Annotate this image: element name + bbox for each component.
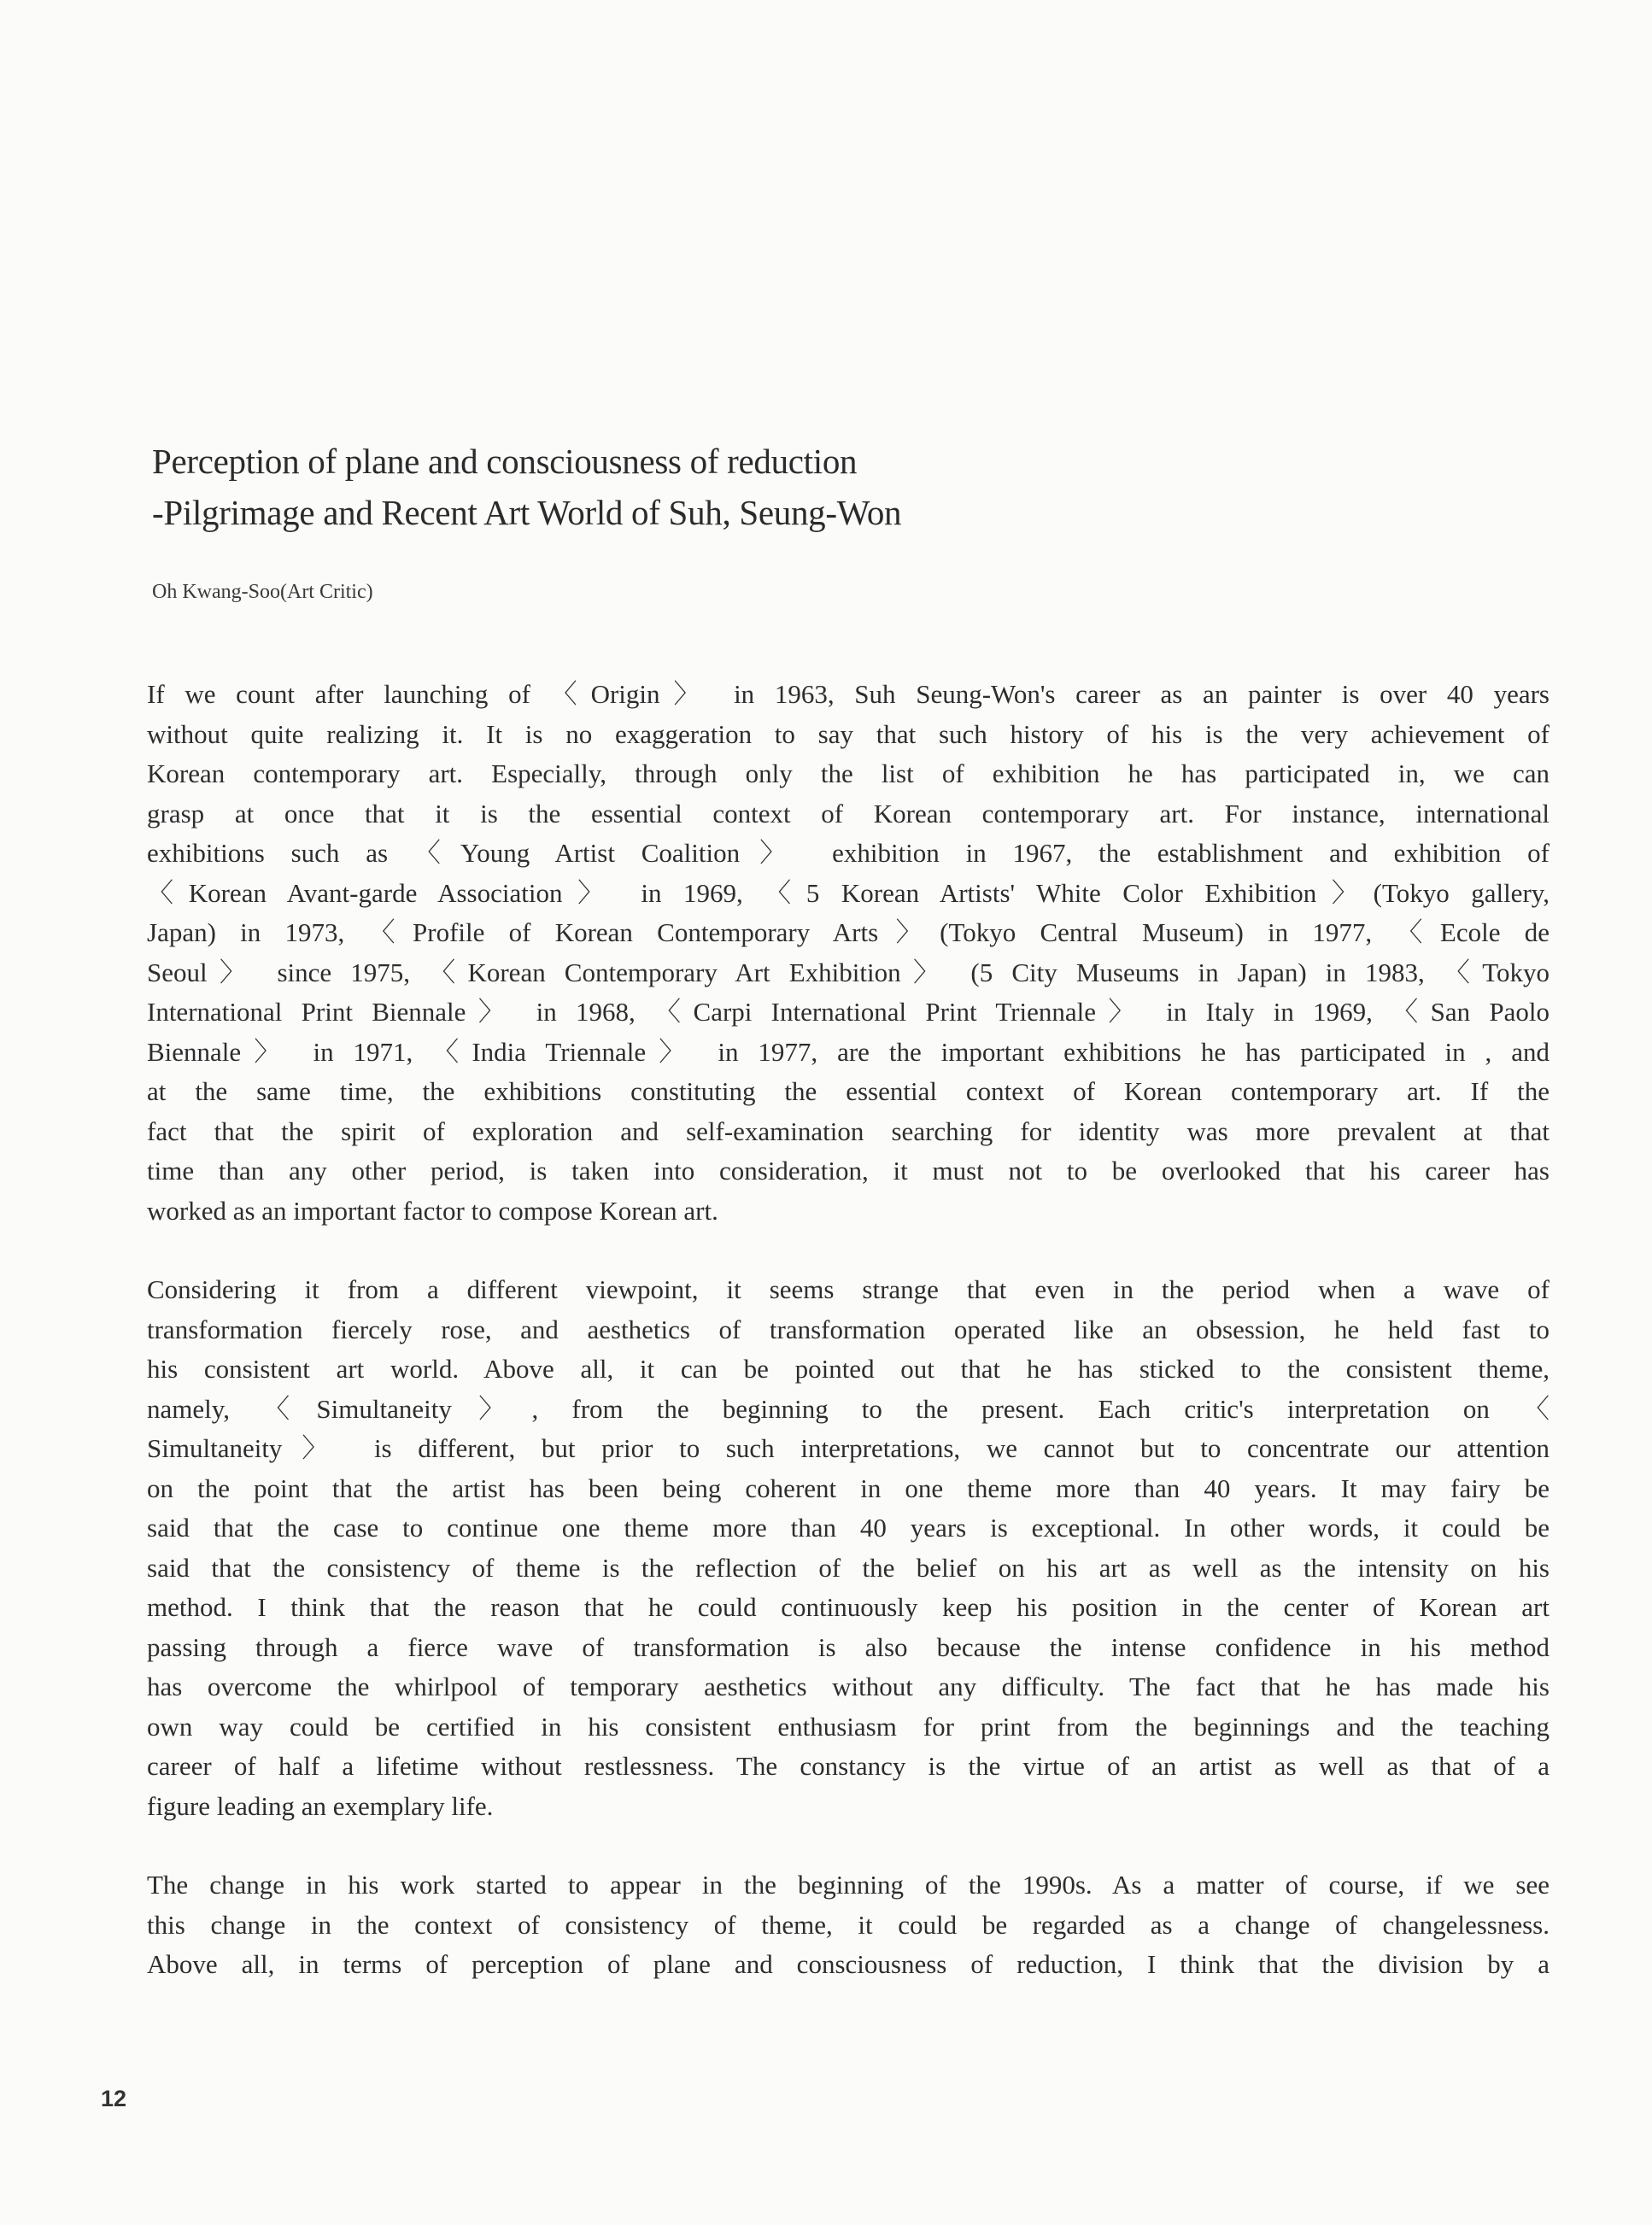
title-line-2: -Pilgrimage and Recent Art World of Suh, Seung-Won xyxy=(152,493,902,532)
text-line: transformation fiercely rose, and aesthetics of transformation operated like an obsession, he held fast to xyxy=(147,1314,1549,1344)
text-line: Considering it from a different viewpoint, it seems strange that even in the period when a wave of xyxy=(147,1274,1549,1304)
text-line: grasp at once that it is the essential context of Korean contemporary art. For instance, international xyxy=(147,798,1549,829)
text-line: this change in the context of consistency of theme, it could be regarded as a change of changelessness. xyxy=(147,1909,1549,1940)
text-line: said that the case to continue one theme more than 40 years is exceptional. In other words, it could be xyxy=(147,1513,1549,1543)
text-line: Seoul〉 since 1975, 〈Korean Contemporary Art Exhibition〉 (5 City Museums in Japan) in 1983, 〈Tokyo xyxy=(147,957,1549,987)
text-line: If we count after launching of 〈Origin〉 in 1963, Suh Seung-Won's career as an painter is over 40 years xyxy=(147,679,1549,709)
paragraph-3 xyxy=(147,1865,1549,1985)
article-body xyxy=(147,675,1549,2024)
text-line: career of half a lifetime without restlessness. The constancy is the virtue of an artist as well as that of a xyxy=(147,1751,1549,1781)
text-line: without quite realizing it. It is no exaggeration to say that such history of his is the very achievement of xyxy=(147,718,1549,749)
title-line-1: Perception of plane and consciousness of reduction xyxy=(152,442,858,481)
text-line: fact that the spirit of exploration and self-examination searching for identity was more prevalent at that xyxy=(147,1115,1549,1146)
text-line: exhibitions such as 〈Young Artist Coalition〉 exhibition in 1967, the establishment and exhibition of xyxy=(147,838,1549,868)
text-line: Above all, in terms of perception of plane and consciousness of reduction, I think that the division by a xyxy=(147,1949,1549,1979)
text-line: passing through a fierce wave of transformation is also because the intense confidence in his method xyxy=(147,1631,1549,1662)
text-line: Biennale〉 in 1971, 〈India Triennale〉 in 1977, are the important exhibitions he has participated in , and xyxy=(147,1036,1549,1067)
text-line: International Print Biennale〉 in 1968, 〈Carpi International Print Triennale〉 in Italy in 1969, 〈San Paolo xyxy=(147,997,1549,1027)
text-line: method. I think that the reason that he could continuously keep his position in the center of Korean art xyxy=(147,1592,1549,1622)
text-line: figure leading an exemplary life. xyxy=(147,1790,494,1821)
text-line: own way could be certified in his consistent enthusiasm for print from the beginnings and the teaching xyxy=(147,1711,1549,1742)
text-line: The change in his work started to appear in the beginning of the 1990s. As a matter of course, if we see xyxy=(147,1870,1549,1900)
text-line: Japan) in 1973, 〈Profile of Korean Contemporary Arts〉(Tokyo Central Museum) in 1977, 〈Ecole de xyxy=(147,917,1549,947)
text-line: Simultaneity〉 is different, but prior to such interpretations, we cannot but to concentrate our attention xyxy=(147,1433,1549,1463)
page-number: 12 xyxy=(101,2086,127,2111)
text-line: at the same time, the exhibitions constituting the essential context of Korean contemporary art. If the xyxy=(147,1076,1549,1106)
text-line: namely, 〈Simultaneity〉, from the beginning to the present. Each critic's interpretation on 〈 xyxy=(147,1393,1549,1424)
text-line: said that the consistency of theme is the reflection of the belief on his art as well as the intensity on his xyxy=(147,1552,1549,1583)
author-byline: Oh Kwang-Soo(Art Critic) xyxy=(152,581,373,603)
text-line: 〈Korean Avant-garde Association〉 in 1969, 〈5 Korean Artists' White Color Exhibition〉(Tokyo gallery, xyxy=(147,877,1549,908)
text-line: his consistent art world. Above all, it can be pointed out that he has sticked to the consistent theme, xyxy=(147,1354,1549,1384)
text-line: time than any other period, is taken into consideration, it must not to be overlooked that his career has xyxy=(147,1156,1549,1186)
paragraph-2 xyxy=(147,1270,1549,1826)
text-line: on the point that the artist has been being coherent in one theme more than 40 years. It may fairy be xyxy=(147,1473,1549,1503)
article-title xyxy=(152,436,1519,538)
text-line: Korean contemporary art. Especially, through only the list of exhibition he has participated in, we can xyxy=(147,758,1549,788)
text-line: has overcome the whirlpool of temporary aesthetics without any difficulty. The fact that he has made his xyxy=(147,1672,1549,1701)
text-line: worked as an important factor to compose Korean art. xyxy=(147,1195,718,1226)
paragraph-1 xyxy=(147,675,1549,1231)
